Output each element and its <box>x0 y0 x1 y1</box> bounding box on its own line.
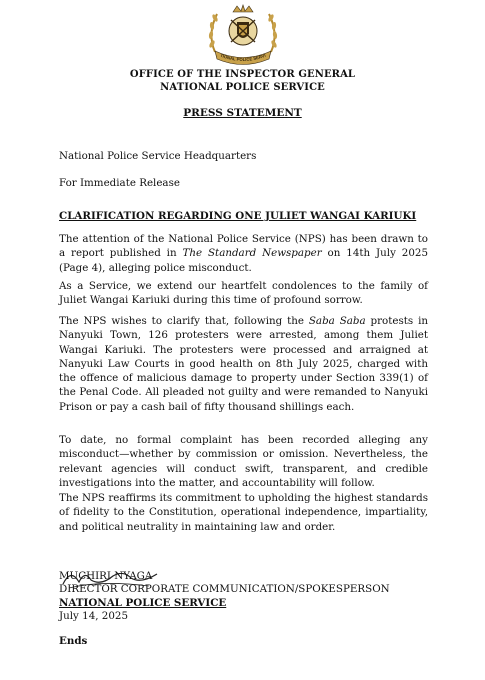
signatory-name: MUCHIRI NYAGA <box>59 570 153 582</box>
service-heading: NATIONAL POLICE SERVICE <box>160 82 325 93</box>
paragraph-5: The NPS reaffirms its commitment to upholding the highest standards of fidelity to the Constitution, operational independence, impartiality, and political neutrality in maintaining law and order. <box>59 492 428 533</box>
statement-date: July 14, 2025 <box>59 610 128 622</box>
statement-headline: CLARIFICATION REGARDING ONE JULIET WANGAI KARIUKI <box>59 210 417 222</box>
paragraph-1: The attention of the National Police Service (NPS) has been drawn to a report published in The Standard Newspaper on 14th July 2025 (Page 4), alleging police misconduct. <box>59 233 429 274</box>
release-line: For Immediate Release <box>59 177 180 189</box>
press-statement-title: PRESS STATEMENT <box>183 107 302 119</box>
ends-marker: Ends <box>59 635 88 647</box>
emblem-motto: TIONAL POLICE SERVI <box>219 52 267 63</box>
police-emblem-logo <box>201 4 285 66</box>
paragraph-4: To date, no formal complaint has been recorded alleging any misconduct—whether by commission or omission. Nevertheless, the relevant agencies will conduct swift, transparent, and credible investigations into the matter, and accountability will follow. <box>59 434 428 489</box>
origin-line: National Police Service Headquarters <box>59 150 257 162</box>
paragraph-2: As a Service, we extend our heartfelt condolences to the family of Juliet Wangai Kariuki during this time of profound sorrow. <box>59 280 428 307</box>
paragraph-3: The NPS wishes to clarify that, following the Saba Saba protests in Nanyuki Town, 126 protesters were arrested, among them Juliet Wangai Kariuki. The protesters were processed and arraigned at Nanyuki Law Courts in good health on 8th July 2025, charged with the offence of malicious damage to property under Section 339(1) of the Penal Code. All pleaded not guilty and were remanded to Nanyuki Prison or pay a cash bail of fifty thousand shillings each. <box>59 315 428 413</box>
signatory-title: DIRECTOR CORPORATE COMMUNICATION/SPOKESPERSON <box>59 583 390 595</box>
signatory-organization: NATIONAL POLICE SERVICE <box>59 597 227 609</box>
office-heading: OFFICE OF THE INSPECTOR GENERAL <box>129 69 356 80</box>
